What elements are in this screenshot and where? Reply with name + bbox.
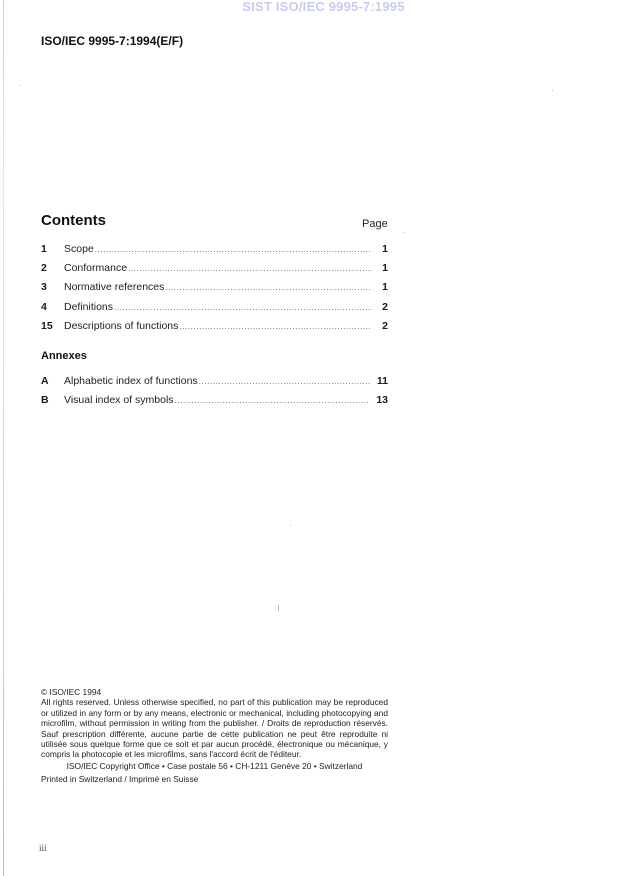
- toc-annex-a[interactable]: [41, 375, 388, 394]
- toc-entry-page: 1: [382, 281, 388, 294]
- toc-entry-page: 2: [382, 319, 388, 332]
- scan-speck: [278, 605, 279, 611]
- annexes-list: [41, 375, 388, 413]
- annexes-heading: Annexes: [41, 350, 87, 362]
- toc-entry-title: Scope: [64, 243, 94, 255]
- toc-entry-page: 2: [382, 300, 388, 313]
- toc-entry-number: 15: [41, 319, 53, 332]
- toc-entry-page: 13: [376, 394, 388, 407]
- scan-speck: [20, 85, 21, 86]
- toc-leader-dots: [165, 283, 372, 292]
- toc-leader-dots: [179, 322, 372, 331]
- copyright-line: © ISO/IEC 1994: [41, 687, 102, 697]
- page-number: iii: [39, 843, 47, 853]
- toc-annex-b[interactable]: [41, 394, 388, 413]
- toc-entry-title: Alphabetic index of functions: [64, 375, 198, 387]
- toc-entry-title: Normative references: [64, 281, 165, 294]
- toc-entry-number: 1: [41, 243, 47, 255]
- toc-entry-number: A: [41, 375, 49, 387]
- toc-leader-dots: [128, 264, 372, 273]
- scan-edge-line: [3, 0, 4, 876]
- toc-entry-number: B: [41, 394, 49, 407]
- toc-entry-page: 11: [376, 375, 388, 387]
- toc-leader-dots: [199, 377, 371, 386]
- toc-entry-title: Definitions: [64, 300, 114, 313]
- watermark: SIST ISO/IEC 9995-7:1995: [242, 0, 405, 14]
- toc-entry-page: 1: [382, 243, 388, 255]
- table-of-contents: [41, 243, 388, 339]
- toc-entry-scope[interactable]: [41, 243, 388, 262]
- scan-speck: [290, 525, 291, 526]
- toc-entry-number: 3: [41, 281, 47, 294]
- toc-entry-conformance[interactable]: [41, 262, 388, 281]
- toc-entry-number: 4: [41, 300, 47, 313]
- toc-entry-page: 1: [382, 262, 388, 275]
- copyright-notice: [41, 687, 388, 785]
- scan-speck: [552, 90, 553, 91]
- toc-entry-definitions[interactable]: [41, 301, 388, 320]
- toc-entry-title: Descriptions of functions: [64, 319, 179, 332]
- printed-in-note: Printed in Switzerland / Imprimé en Suisse: [41, 774, 199, 785]
- copyright-body: All rights reserved. Unless otherwise specified, no part of this publication may be reproduced or utilized in any form or by any means, electronic or mechanical, including photocopying and microfilm, without permission in writing from the publisher. / Droits de reproduction réservés. Sauf prescription différente, aucune partie de cette publication ne peut être reproduite ni utilisée sous quelque forme que ce soit et par aucun procédé, électronique ou mécanique, y compris la photocopie et les microfilms, sans l'accord écrit de l'éditeur.: [41, 697, 388, 760]
- toc-entry-normative-references[interactable]: [41, 281, 388, 300]
- toc-leader-dots: [175, 396, 371, 405]
- document-id-header: ISO/IEC 9995-7:1994(E/F): [41, 34, 184, 48]
- toc-leader-dots: [114, 303, 372, 312]
- toc-entry-number: 2: [41, 262, 47, 275]
- copyright-office-address: ISO/IEC Copyright Office • Case postale 56 • CH-1211 Genève 20 • Switzerland: [66, 760, 363, 771]
- scan-speck: [404, 232, 405, 233]
- toc-entry-descriptions-of-functions[interactable]: [41, 320, 388, 339]
- toc-leader-dots: [95, 245, 372, 254]
- contents-title: Contents: [41, 212, 106, 229]
- page-column-label: Page: [362, 218, 388, 230]
- toc-entry-title: Visual index of symbols: [64, 394, 174, 407]
- toc-entry-title: Conformance: [64, 262, 128, 275]
